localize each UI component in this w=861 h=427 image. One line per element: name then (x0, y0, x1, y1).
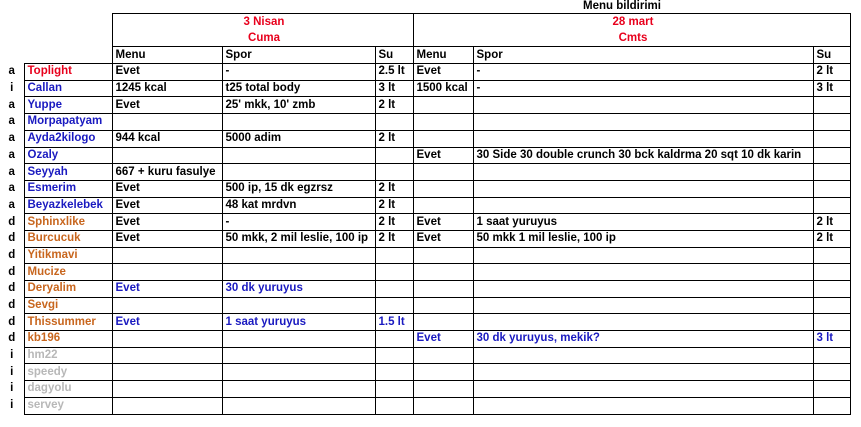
d1-su-cell[interactable] (375, 147, 413, 164)
d2-su-cell[interactable]: 2 lt (813, 64, 850, 81)
d2-su-cell[interactable]: 2 lt (813, 230, 850, 247)
d2-menu-cell[interactable] (413, 297, 473, 314)
table-row (0, 264, 850, 281)
row-letter: d (8, 248, 16, 261)
row-letter: a (8, 65, 15, 78)
d1-menu-cell[interactable]: 667 + kuru fasulye (112, 164, 222, 181)
sheet-title: Menu bildirimi (583, 0, 661, 12)
day1-weekday[interactable]: Cuma (112, 30, 413, 47)
row-letter: a (8, 182, 15, 195)
d1-menu-cell[interactable] (112, 264, 222, 281)
d1-spor-cell[interactable]: 25' mkk, 10' zmb (222, 97, 375, 114)
row-letter: i (10, 82, 14, 95)
d2-spor-cell[interactable] (473, 114, 813, 131)
d1-menu-cell[interactable]: 944 kcal (112, 130, 222, 147)
d2-spor-cell[interactable] (473, 347, 813, 364)
d1-spor-cell[interactable]: 30 dk yuruyus (222, 281, 375, 298)
d1-su-cell[interactable]: 2 lt (375, 214, 413, 231)
d1-su-cell[interactable] (375, 114, 413, 131)
day2-menu-header[interactable]: Menu (413, 47, 473, 64)
table-row (0, 147, 850, 164)
d1-su-cell[interactable] (375, 297, 413, 314)
d2-spor-cell[interactable]: 30 dk yuruyus, mekik? (473, 331, 813, 348)
d2-menu-cell[interactable] (413, 381, 473, 398)
d2-menu-cell[interactable]: Evet (413, 230, 473, 247)
table-row (0, 64, 850, 81)
d2-su-cell[interactable] (813, 180, 850, 197)
d2-su-cell[interactable] (813, 197, 850, 214)
d2-menu-cell[interactable] (413, 180, 473, 197)
row-letter: d (8, 299, 16, 312)
d2-su-cell[interactable] (813, 381, 850, 398)
table-row (0, 347, 850, 364)
d1-su-cell[interactable] (375, 397, 413, 414)
d2-su-cell[interactable] (813, 164, 850, 181)
row-letter: i (10, 349, 14, 362)
day2-spor-header[interactable]: Spor (473, 47, 813, 64)
row-letter: a (8, 198, 15, 211)
d1-menu-cell[interactable] (112, 247, 222, 264)
d1-su-cell[interactable]: 2 lt (375, 230, 413, 247)
row-letter: d (8, 332, 16, 345)
d1-su-cell[interactable] (375, 281, 413, 298)
d1-spor-cell[interactable] (222, 397, 375, 414)
d2-su-cell[interactable] (813, 281, 850, 298)
tracking-table (0, 13, 851, 415)
d1-su-cell[interactable] (375, 347, 413, 364)
d2-menu-cell[interactable] (413, 130, 473, 147)
d2-menu-cell[interactable]: Evet (413, 64, 473, 81)
d2-menu-cell[interactable]: Evet (413, 147, 473, 164)
d2-su-cell[interactable]: 2 lt (813, 214, 850, 231)
d2-spor-cell[interactable] (473, 130, 813, 147)
table-row (0, 180, 850, 197)
d2-spor-cell[interactable]: 30 Side 30 double crunch 30 bck kaldrma 20 sqt 10 dk karin (473, 147, 813, 164)
row-letter: d (8, 265, 16, 278)
row-letter: a (8, 132, 15, 145)
d1-menu-cell[interactable] (112, 331, 222, 348)
d2-su-cell[interactable] (813, 297, 850, 314)
row-letter: a (8, 115, 15, 128)
d1-spor-cell[interactable] (222, 164, 375, 181)
member-name[interactable]: Deryalim (24, 281, 112, 298)
d1-su-cell[interactable] (375, 364, 413, 381)
d2-su-cell[interactable] (813, 114, 850, 131)
d1-spor-cell[interactable] (222, 247, 375, 264)
d1-spor-cell[interactable] (222, 147, 375, 164)
d2-menu-cell[interactable]: 1500 kcal (413, 80, 473, 97)
d2-menu-cell[interactable] (413, 114, 473, 131)
d2-menu-cell[interactable] (413, 264, 473, 281)
d2-spor-cell[interactable]: 50 mkk 1 mil leslie, 100 ip (473, 230, 813, 247)
d1-spor-cell[interactable] (222, 347, 375, 364)
d2-su-cell[interactable] (813, 364, 850, 381)
d1-menu-cell[interactable] (112, 397, 222, 414)
d2-spor-cell[interactable] (473, 281, 813, 298)
member-name[interactable]: Ayda2kilogo (24, 130, 112, 147)
d2-spor-cell[interactable] (473, 314, 813, 331)
member-name[interactable]: Seyyah (24, 164, 112, 181)
d1-menu-cell[interactable]: Evet (112, 281, 222, 298)
d2-menu-cell[interactable] (413, 397, 473, 414)
member-name[interactable]: speedy (24, 364, 112, 381)
column-header-row (0, 47, 850, 64)
d1-menu-cell[interactable]: Evet (112, 97, 222, 114)
d1-su-cell[interactable] (375, 331, 413, 348)
member-name[interactable]: Burcucuk (24, 230, 112, 247)
d1-spor-cell[interactable]: - (222, 64, 375, 81)
d2-menu-cell[interactable] (413, 164, 473, 181)
member-name[interactable]: kb196 (24, 331, 112, 348)
d1-spor-cell[interactable]: - (222, 214, 375, 231)
d2-su-cell[interactable] (813, 97, 850, 114)
d1-spor-cell[interactable]: 48 kat mrdvn (222, 197, 375, 214)
table-row (0, 164, 850, 181)
member-name[interactable]: dagyolu (24, 381, 112, 398)
member-name[interactable]: Toplight (24, 64, 112, 81)
date-row (0, 14, 850, 31)
d2-menu-cell[interactable] (413, 197, 473, 214)
d2-spor-cell[interactable] (473, 264, 813, 281)
table-row (0, 314, 850, 331)
d1-spor-cell[interactable]: 500 ip, 15 dk egzrsz (222, 180, 375, 197)
member-name[interactable]: Yuppe (24, 97, 112, 114)
member-name[interactable]: Esmerim (24, 180, 112, 197)
d2-spor-cell[interactable]: - (473, 80, 813, 97)
d1-menu-cell[interactable] (112, 381, 222, 398)
d2-spor-cell[interactable] (473, 97, 813, 114)
day1-spor-header[interactable]: Spor (222, 47, 375, 64)
d2-su-cell[interactable] (813, 130, 850, 147)
d2-su-cell[interactable] (813, 347, 850, 364)
member-name[interactable]: Mucize (24, 264, 112, 281)
table-row (0, 214, 850, 231)
table-row (0, 397, 850, 414)
d2-menu-cell[interactable] (413, 247, 473, 264)
d2-menu-cell[interactable] (413, 364, 473, 381)
row-letter: d (8, 315, 16, 328)
row-letter: i (10, 365, 14, 378)
member-name[interactable]: Morpapatyam (24, 114, 112, 131)
d1-menu-cell[interactable]: Evet (112, 314, 222, 331)
table-row (0, 364, 850, 381)
d1-su-cell[interactable]: 2.5 lt (375, 64, 413, 81)
d2-spor-cell[interactable] (473, 397, 813, 414)
table-row (0, 247, 850, 264)
member-name[interactable]: Thissummer (24, 314, 112, 331)
day1-su-header[interactable]: Su (375, 47, 413, 64)
table-row (0, 197, 850, 214)
d1-spor-cell[interactable]: 5000 adim (222, 130, 375, 147)
d2-su-cell[interactable]: 3 lt (813, 331, 850, 348)
day2-su-header[interactable]: Su (813, 47, 850, 64)
d1-spor-cell[interactable]: 50 mkk, 2 mil leslie, 100 ip (222, 230, 375, 247)
d1-menu-cell[interactable]: Evet (112, 64, 222, 81)
d2-spor-cell[interactable] (473, 297, 813, 314)
d1-menu-cell[interactable]: Evet (112, 197, 222, 214)
d2-spor-cell[interactable] (473, 197, 813, 214)
d2-menu-cell[interactable] (413, 281, 473, 298)
d2-su-cell[interactable]: 3 lt (813, 80, 850, 97)
row-letter: a (8, 165, 15, 178)
table-row (0, 130, 850, 147)
d2-spor-cell[interactable]: 1 saat yuruyus (473, 214, 813, 231)
day1-menu-header[interactable]: Menu (112, 47, 222, 64)
d1-menu-cell[interactable] (112, 347, 222, 364)
table-row (0, 230, 850, 247)
d1-spor-cell[interactable] (222, 364, 375, 381)
table-row (0, 80, 850, 97)
table-row (0, 281, 850, 298)
table-row (0, 114, 850, 131)
weekday-row (0, 30, 850, 47)
d1-spor-cell[interactable] (222, 264, 375, 281)
d2-su-cell[interactable] (813, 397, 850, 414)
d1-su-cell[interactable]: 2 lt (375, 130, 413, 147)
member-name[interactable]: Sevgi (24, 297, 112, 314)
row-letter: i (10, 399, 14, 412)
d1-su-cell[interactable]: 2 lt (375, 180, 413, 197)
row-letter: i (10, 382, 14, 395)
table-row (0, 381, 850, 398)
d2-spor-cell[interactable] (473, 164, 813, 181)
d1-su-cell[interactable]: 2 lt (375, 97, 413, 114)
d2-menu-cell[interactable] (413, 314, 473, 331)
d2-su-cell[interactable] (813, 247, 850, 264)
row-letter: d (8, 215, 16, 228)
d1-menu-cell[interactable] (112, 114, 222, 131)
member-name[interactable]: Yitikmavi (24, 247, 112, 264)
d2-menu-cell[interactable] (413, 97, 473, 114)
d1-su-cell[interactable]: 3 lt (375, 80, 413, 97)
d1-menu-cell[interactable] (112, 297, 222, 314)
member-name[interactable]: Ozaly (24, 147, 112, 164)
d1-menu-cell[interactable] (112, 364, 222, 381)
d1-menu-cell[interactable]: Evet (112, 180, 222, 197)
table-row (0, 297, 850, 314)
member-name[interactable]: servey (24, 397, 112, 414)
d2-spor-cell[interactable]: - (473, 64, 813, 81)
d1-spor-cell[interactable] (222, 114, 375, 131)
d2-menu-cell[interactable] (413, 347, 473, 364)
row-letter: a (8, 98, 15, 111)
d1-spor-cell[interactable] (222, 331, 375, 348)
member-name[interactable]: Sphinxlike (24, 214, 112, 231)
d1-menu-cell[interactable]: 1245 kcal (112, 80, 222, 97)
d2-spor-cell[interactable] (473, 364, 813, 381)
d1-menu-cell[interactable] (112, 147, 222, 164)
d1-spor-cell[interactable]: 1 saat yuruyus (222, 314, 375, 331)
row-letter: d (8, 232, 16, 245)
d1-spor-cell[interactable] (222, 297, 375, 314)
row-letter: a (8, 148, 15, 161)
d1-menu-cell[interactable]: Evet (112, 214, 222, 231)
d1-su-cell[interactable]: 2 lt (375, 197, 413, 214)
d1-su-cell[interactable] (375, 381, 413, 398)
day1-date[interactable]: 3 Nisan (112, 14, 413, 31)
d1-su-cell[interactable] (375, 264, 413, 281)
member-name[interactable]: Beyazkelebek (24, 197, 112, 214)
member-name[interactable]: hm22 (24, 347, 112, 364)
d2-su-cell[interactable] (813, 264, 850, 281)
d2-menu-cell[interactable]: Evet (413, 214, 473, 231)
day2-date[interactable]: 28 mart (413, 14, 850, 31)
d2-su-cell[interactable] (813, 314, 850, 331)
d1-spor-cell[interactable]: t25 total body (222, 80, 375, 97)
d1-su-cell[interactable] (375, 164, 413, 181)
table-row (0, 331, 850, 348)
d1-su-cell[interactable]: 1.5 lt (375, 314, 413, 331)
d2-spor-cell[interactable] (473, 180, 813, 197)
day2-weekday[interactable]: Cmts (413, 30, 850, 47)
d1-spor-cell[interactable] (222, 381, 375, 398)
table-row (0, 97, 850, 114)
row-letter: d (8, 282, 16, 295)
d1-menu-cell[interactable]: Evet (112, 230, 222, 247)
d1-su-cell[interactable] (375, 247, 413, 264)
d2-su-cell[interactable] (813, 147, 850, 164)
d2-spor-cell[interactable] (473, 247, 813, 264)
member-name[interactable]: Callan (24, 80, 112, 97)
d2-spor-cell[interactable] (473, 381, 813, 398)
d2-menu-cell[interactable]: Evet (413, 331, 473, 348)
